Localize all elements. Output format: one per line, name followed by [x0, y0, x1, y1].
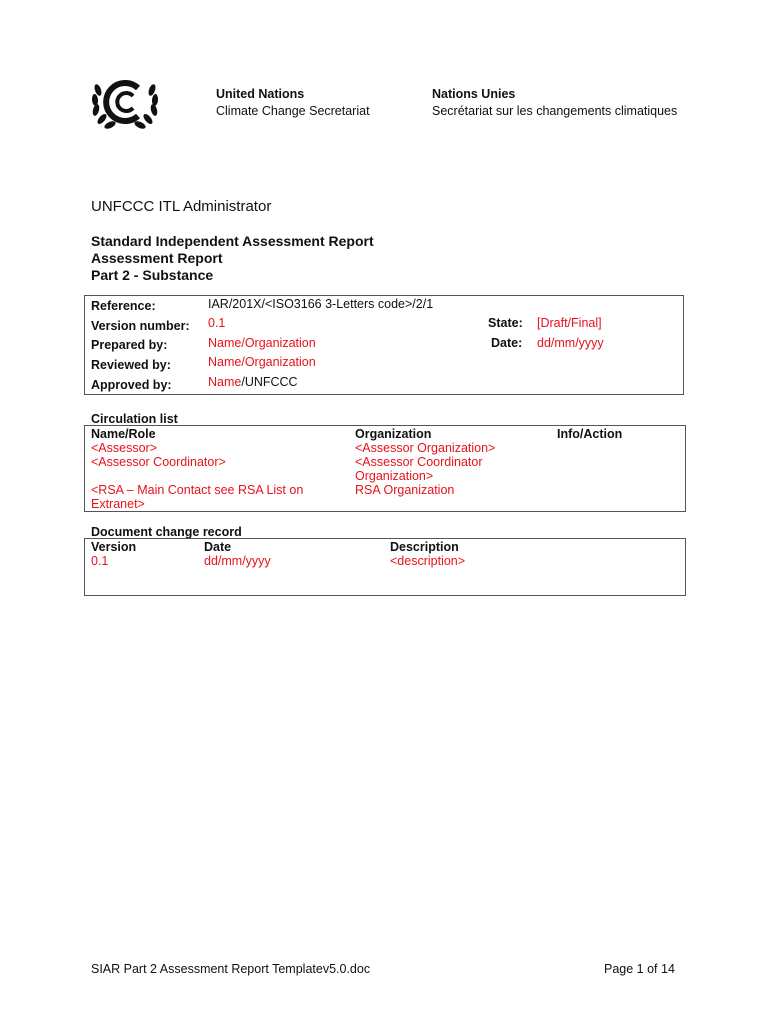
circulation-row3-name-b: Extranet>	[91, 497, 145, 511]
approved-label: Approved by:	[91, 378, 172, 392]
header-en-sub: Climate Change Secretariat	[216, 104, 370, 118]
reference-label: Reference:	[91, 299, 156, 313]
state-label: State:	[488, 316, 523, 330]
change-col-date: Date	[204, 540, 232, 554]
page-title: UNFCCC ITL Administrator	[91, 198, 272, 215]
header-english	[216, 86, 370, 120]
approved-value-org: /UNFCCC	[241, 375, 298, 389]
change-row-version: 0.1	[91, 554, 109, 568]
circulation-col-info: Info/Action	[557, 427, 623, 441]
approved-value-name: Name	[208, 375, 242, 389]
header-fr-org: Nations Unies	[432, 87, 516, 101]
doc-title-4: Part 2 - Substance	[91, 267, 214, 283]
unfccc-emblem-icon	[88, 72, 162, 132]
version-label: Version number:	[91, 319, 190, 333]
circulation-title: Circulation list	[91, 412, 178, 426]
circulation-row3-org: RSA Organization	[355, 483, 455, 497]
approved-value	[208, 375, 298, 389]
header-fr-sub: Secrétariat sur les changements climatiques	[432, 104, 678, 118]
footer-page-number: Page 1 of 14	[604, 962, 675, 976]
prepared-label: Prepared by:	[91, 338, 168, 352]
circulation-row2-org-b: Organization>	[355, 469, 434, 483]
footer-filename: SIAR Part 2 Assessment Report Templatev5.0.doc	[91, 962, 371, 976]
prepared-value: Name/Organization	[208, 336, 316, 350]
change-record-table	[84, 538, 686, 596]
circulation-col-org: Organization	[355, 427, 432, 441]
change-col-version: Version	[91, 540, 137, 554]
circulation-row2-name: <Assessor Coordinator>	[91, 455, 226, 469]
doc-title-3: Assessment Report	[91, 250, 223, 266]
document-titles	[91, 233, 374, 284]
reviewed-label: Reviewed by:	[91, 358, 171, 372]
change-col-description: Description	[390, 540, 459, 554]
doc-title-2: Standard Independent Assessment Report	[91, 233, 374, 249]
header-en-org: United Nations	[216, 87, 305, 101]
state-value: [Draft/Final]	[537, 316, 602, 330]
change-row-date: dd/mm/yyyy	[204, 554, 271, 568]
reviewed-value: Name/Organization	[208, 355, 316, 369]
header-french	[432, 86, 677, 120]
circulation-row3-name-a: <RSA – Main Contact see RSA List on	[91, 483, 304, 497]
circulation-row2-org-a: <Assessor Coordinator	[355, 455, 483, 469]
change-record-title: Document change record	[91, 525, 242, 539]
change-row-description: <description>	[390, 554, 466, 568]
date-value: dd/mm/yyyy	[537, 336, 604, 350]
circulation-row1-name: <Assessor>	[91, 441, 158, 455]
circulation-row1-org: <Assessor Organization>	[355, 441, 496, 455]
version-value: 0.1	[208, 316, 226, 330]
reference-value: IAR/201X/<ISO3166 3-Letters code>/2/1	[208, 297, 434, 311]
circulation-col-name: Name/Role	[91, 427, 156, 441]
date-label: Date:	[491, 336, 523, 350]
